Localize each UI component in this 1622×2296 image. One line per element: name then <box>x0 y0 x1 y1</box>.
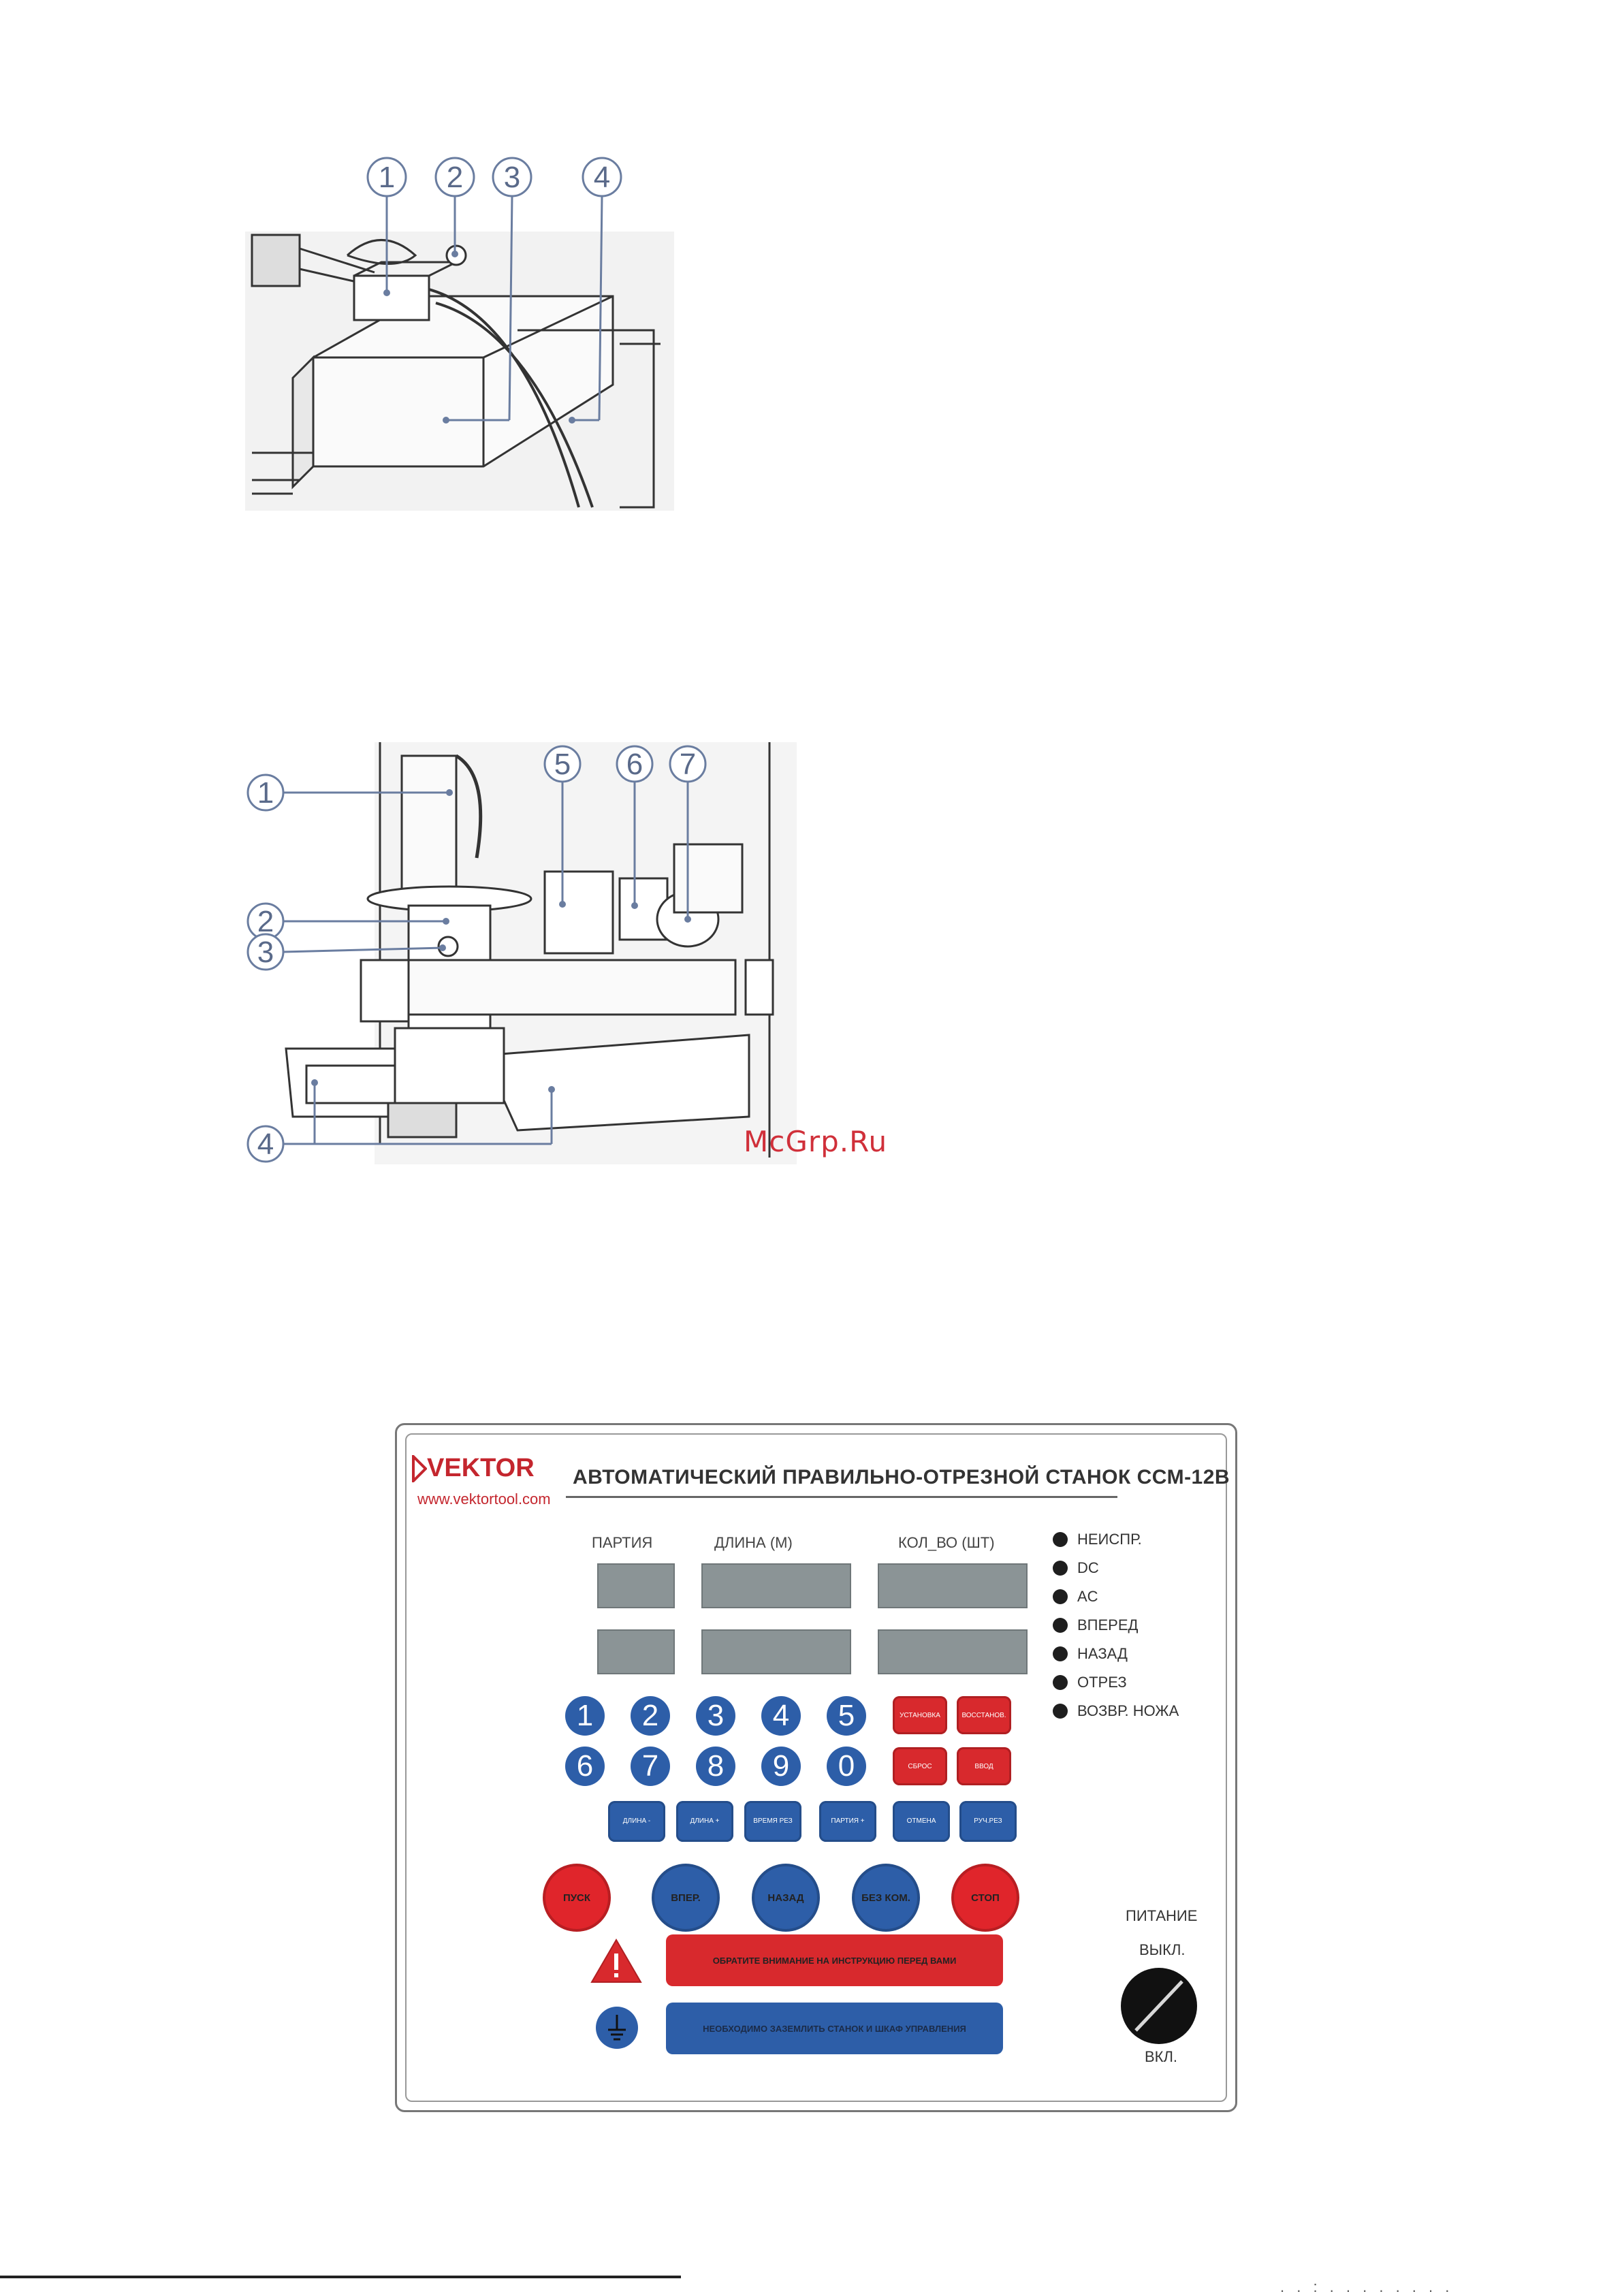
key-2[interactable]: 2 <box>631 1696 670 1736</box>
led-icon <box>1053 1704 1068 1719</box>
display-partia-bottom <box>597 1629 675 1674</box>
start-button[interactable]: ПУСК <box>545 1866 608 1929</box>
display-partia-top <box>597 1563 675 1608</box>
power-switch-knob[interactable] <box>1121 1968 1197 2044</box>
fig2-callout-6: 6 <box>626 748 643 781</box>
led-icon <box>1053 1561 1068 1576</box>
power-off-label: ВЫКЛ. <box>1139 1941 1186 1958</box>
indicator-forward: ВПЕРЕД <box>1053 1616 1138 1634</box>
figure-1-drawing <box>238 153 681 514</box>
indicator-dc: DC <box>1053 1559 1099 1577</box>
led-icon <box>1053 1532 1068 1547</box>
fig2-callout-5: 5 <box>554 748 571 781</box>
indicator-knife-return: ВОЗВР. НОЖА <box>1053 1702 1179 1720</box>
power-title: ПИТАНИЕ <box>1126 1907 1198 1924</box>
led-icon <box>1053 1618 1068 1633</box>
led-icon <box>1053 1589 1068 1604</box>
length-plus-button[interactable]: ДЛИНА + <box>676 1801 733 1842</box>
indicator-cut: ОТРЕЗ <box>1053 1674 1127 1691</box>
label-partia: ПАРТИЯ <box>592 1534 653 1551</box>
label-length: ДЛИНА (М) <box>714 1534 793 1551</box>
power-on-label: ВКЛ. <box>1145 2048 1178 2065</box>
indicator-ac: AC <box>1053 1588 1098 1606</box>
display-count-top <box>878 1563 1028 1608</box>
title-underline <box>566 1496 1117 1498</box>
control-panel <box>395 1423 1237 2112</box>
backward-button[interactable]: НАЗАД <box>754 1866 817 1929</box>
key-1[interactable]: 1 <box>565 1696 605 1736</box>
key-0[interactable]: 0 <box>827 1747 866 1786</box>
fig2-callout-3: 3 <box>257 936 274 969</box>
stop-button[interactable]: СТОП <box>954 1866 1017 1929</box>
warning-icon <box>589 1937 643 1985</box>
warning-banner: ОБРАТИТЕ ВНИМАНИЕ НА ИНСТРУКЦИЮ ПЕРЕД ВАМИ <box>666 1934 1003 1986</box>
footer-artifact: . . : . . . . . . . . <box>1280 2278 1454 2295</box>
fig2-callout-7: 7 <box>679 748 697 781</box>
indicator-back: НАЗАД <box>1053 1645 1128 1663</box>
footer-rule <box>0 2276 681 2278</box>
brand-logo: VEKTOR <box>427 1454 535 1482</box>
fig2-callout-1: 1 <box>257 776 274 810</box>
enter-button[interactable]: ВВОД <box>957 1747 1011 1785</box>
cancel-button[interactable]: ОТМЕНА <box>893 1801 950 1842</box>
key-9[interactable]: 9 <box>761 1747 801 1786</box>
ground-icon <box>594 2005 639 2050</box>
key-6[interactable]: 6 <box>565 1747 605 1786</box>
fig2-callout-4: 4 <box>257 1128 274 1161</box>
vektor-logo-icon <box>412 1455 427 1482</box>
fig1-callout-2: 2 <box>446 161 464 194</box>
fig1-callout-3: 3 <box>503 161 521 194</box>
panel-title: АВТОМАТИЧЕСКИЙ ПРАВИЛЬНО-ОТРЕЗНОЙ СТАНОК ССМ-12В <box>573 1466 1230 1488</box>
figure-2-drawing <box>238 735 797 1171</box>
reset-button[interactable]: СБРОС <box>893 1747 947 1785</box>
watermark-text: McGrp.Ru <box>744 1125 888 1158</box>
restore-button[interactable]: ВОССТАНОВ. <box>957 1696 1011 1734</box>
display-length-top <box>701 1563 851 1608</box>
indicator-fault: НЕИСПР. <box>1053 1531 1142 1548</box>
key-8[interactable]: 8 <box>696 1747 735 1786</box>
brand-url: www.vektortool.com <box>417 1490 551 1508</box>
key-4[interactable]: 4 <box>761 1696 801 1736</box>
display-count-bottom <box>878 1629 1028 1674</box>
ground-banner: НЕОБХОДИМО ЗАЗЕМЛИТЬ СТАНОК И ШКАФ УПРАВЛЕНИЯ <box>666 2003 1003 2054</box>
no-command-button[interactable]: БЕЗ КОМ. <box>855 1866 917 1929</box>
label-count: КОЛ_ВО (ШТ) <box>898 1534 995 1551</box>
cut-time-button[interactable]: ВРЕМЯ РЕЗ <box>744 1801 801 1842</box>
forward-button[interactable]: ВПЕР. <box>654 1866 717 1929</box>
setup-button[interactable]: УСТАНОВКА <box>893 1696 947 1734</box>
length-minus-button[interactable]: ДЛИНА - <box>608 1801 665 1842</box>
key-7[interactable]: 7 <box>631 1747 670 1786</box>
fig2-callout-2: 2 <box>257 905 274 938</box>
led-icon <box>1053 1646 1068 1661</box>
display-length-bottom <box>701 1629 851 1674</box>
led-icon <box>1053 1675 1068 1690</box>
batch-plus-button[interactable]: ПАРТИЯ + <box>819 1801 876 1842</box>
manual-cut-button[interactable]: РУЧ.РЕЗ <box>959 1801 1017 1842</box>
key-5[interactable]: 5 <box>827 1696 866 1736</box>
knob-pointer-icon <box>1121 1968 1197 2044</box>
key-3[interactable]: 3 <box>696 1696 735 1736</box>
fig1-callout-1: 1 <box>378 161 396 194</box>
fig1-callout-4: 4 <box>593 161 611 194</box>
